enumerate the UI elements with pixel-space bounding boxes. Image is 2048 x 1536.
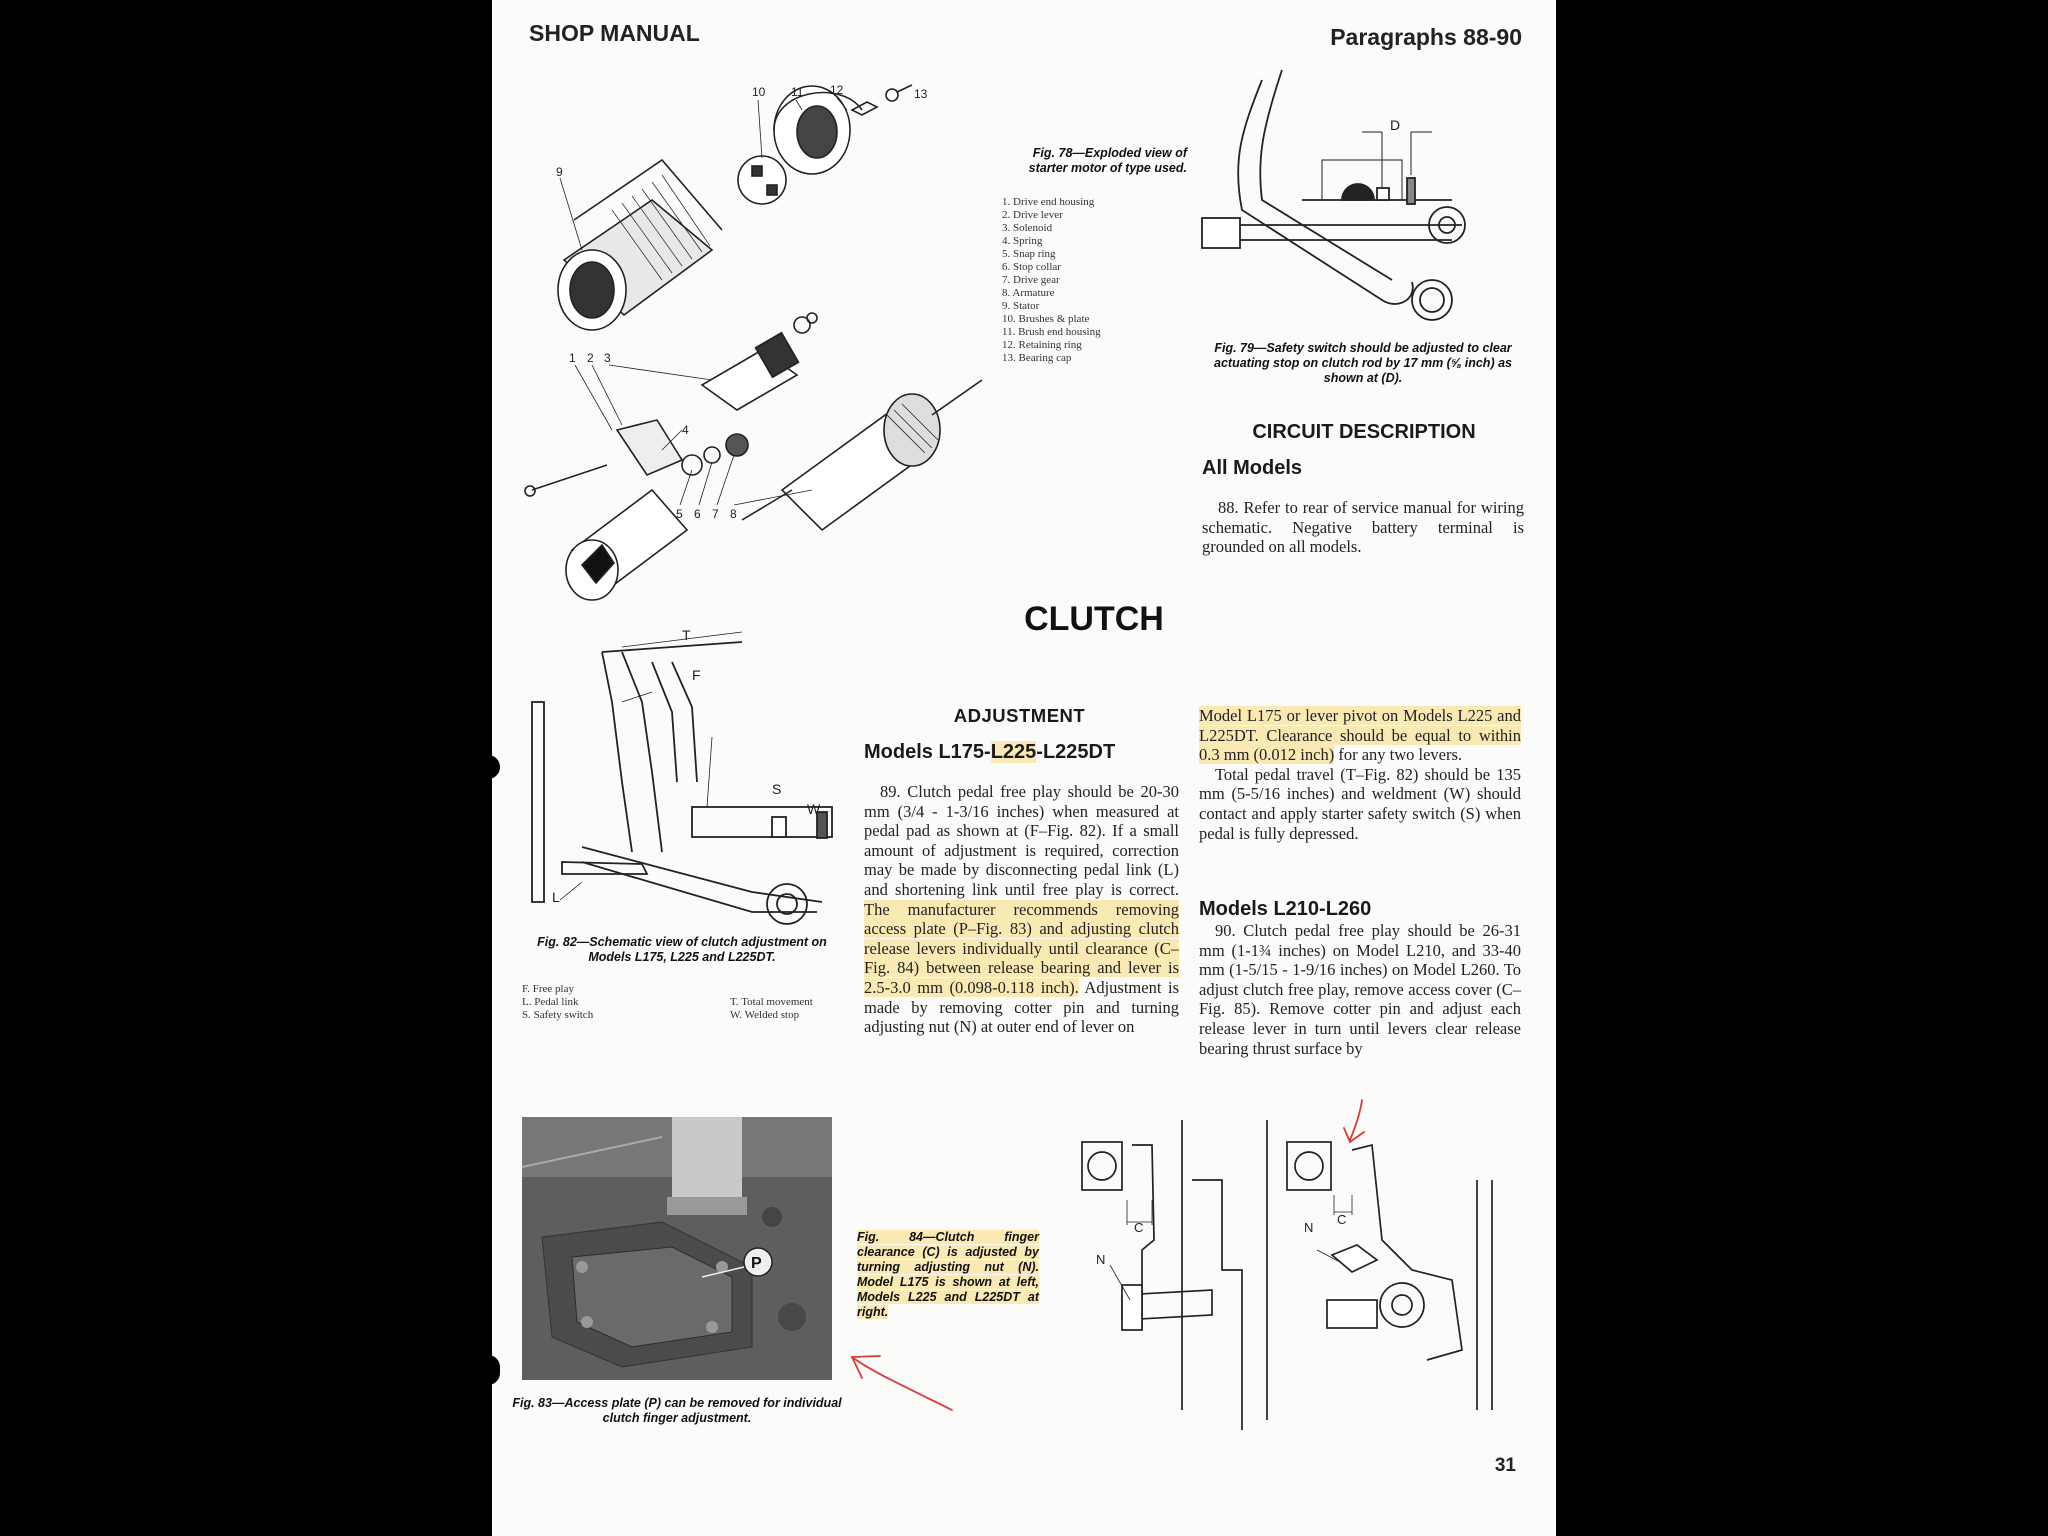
fig84-label-c-right: C [1337,1212,1347,1227]
legend-item: T. Total movement [730,996,813,1008]
legend-item: 2. Drive lever [1002,209,1063,221]
fig82-label-w: W [807,801,821,817]
clutch-title: CLUTCH [1024,600,1164,638]
callout-3: 3 [604,351,611,365]
legend-item: F. Free play [522,983,574,995]
para-89-highlight: The manufacturer recommends removing access plate (P–Fig. 83) and adjusting clutch release levers individually until clearance (C–Fig. 84) between release bearing and lever is 2.5-3.0 mm (0.098-0.118 inch). [864,899,1179,997]
handwritten-annotations [492,0,1556,1536]
manual-page [492,0,1556,1536]
legend-item: 3. Solenoid [1002,222,1053,234]
callout-1: 1 [569,351,576,365]
legend-item: 7. Drive gear [1002,274,1060,286]
legend-item: 1. Drive end housing [1002,196,1095,208]
callout-4: 4 [682,423,689,437]
legend-item: 4. Spring [1002,235,1043,247]
callout-2: 2 [587,351,594,365]
callout-11: 11 [791,85,804,99]
fig82-label-t: T [682,627,691,643]
callout-7: 7 [712,507,719,521]
fig79-caption: Fig. 79—Safety switch should be adjusted to clear actuating stop on clutch rod by 17 mm (⅝ inch) as shown at (D). [1214,341,1512,385]
models-heading-2: Models L210-L260 [1199,898,1372,920]
callout-9: 9 [556,165,563,179]
legend-item: L. Pedal link [522,996,579,1008]
fig82-label-s: S [772,781,782,797]
circuit-title: CIRCUIT DESCRIPTION [1252,421,1476,443]
fig84-caption-text: Fig. 84—Clutch finger clearance (C) is adjusted by turning adjusting nut (N). Model L175 is shown at left, Models L225 and L225DT at right. [857,1230,1039,1319]
para-88: 88. Refer to rear of service manual for wiring schematic. Negative battery terminal is grounded on all models. [1202,498,1524,557]
legend-item: 13. Bearing cap [1002,352,1072,364]
fig84-label-n-left: N [1096,1252,1106,1267]
fig82-label-f: F [692,667,701,683]
callout-13: 13 [914,87,928,101]
legend-item: 6. Stop collar [1002,261,1061,273]
fig83-label-p: P [751,1255,762,1272]
callout-5: 5 [676,507,683,521]
legend-item: 10. Brushes & plate [1002,313,1090,325]
col2-tail: for any two levers. [1338,745,1463,765]
adjustment-title: ADJUSTMENT [953,705,1086,726]
col2-highlight: Model L175 or lever pivot on Models L225 and L225DT. Clearance should be equal to within 0.3 mm (0.012 inch) [1199,706,1521,765]
fig84-label-c-left: C [1134,1220,1144,1235]
legend-item: W. Welded stop [730,1009,800,1021]
legend-item: 5. Snap ring [1002,248,1056,260]
para-89-text: 89. Clutch pedal free play should be 20-30 mm (3/4 - 1-3/16 inches) when measured at pedal pad as shown at (F–Fig. 82). If a small amount of adjustment is required, correction may be made by disconnecting pedal link (L) and shortening link until free play is correct. [864,782,1179,899]
para-90-text: 90. Clutch pedal free play should be 26-31 mm (1-1¾ inches) on Model L210, and 33-40 mm (1-5/15 - 1-9/16 inches) on Model L260. To adjust clutch free play, remove access cover (C–Fig. 85). Remove cotter pin and adjust each release lever in turn until levers clear release bearing thrust surface by [1199,921,1521,1058]
callout-12: 12 [830,83,844,97]
para-89-tail: Adjustment is made by removing cotter pin and turning adjusting nut (N) at outer end of lever on [864,977,1179,1037]
col2-para-2: Total pedal travel (T–Fig. 82) should be 135 mm (5-5/16 inches) and weldment (W) should contact and apply starter safety switch (S) when pedal is fully depressed. [1199,764,1521,843]
fig79-label-d: D [1390,117,1401,133]
models-part-highlighted: L225 [990,741,1037,763]
legend-item: 12. Retaining ring [1002,339,1082,351]
legend-item: 11. Brush end housing [1002,326,1101,338]
callout-8: 8 [730,507,737,521]
header-left: SHOP MANUAL [529,20,700,46]
fig78-caption: Fig. 78—Exploded view of starter motor of type used. [1028,146,1187,175]
fig82-label-l: L [552,889,560,905]
circuit-subtitle: All Models [1202,457,1303,479]
models-part: Models L175- [864,741,991,763]
fig83-caption: Fig. 83—Access plate (P) can be removed for individual clutch finger adjustment. [512,1396,842,1425]
models-part: -L225DT [1036,741,1116,763]
fig82-caption: Fig. 82—Schematic view of clutch adjustment on Models L175, L225 and L225DT. [537,935,827,964]
red-arrow-line [852,1357,952,1410]
callout-10: 10 [752,85,766,99]
callout-6: 6 [694,507,701,521]
fig84-label-n-right: N [1304,1220,1314,1235]
legend-item: 8. Armature [1002,287,1055,299]
legend-item: S. Safety switch [522,1009,594,1021]
header-right: Paragraphs 88-90 [1330,24,1522,50]
page-number: 31 [1494,1455,1516,1476]
legend-item: 9. Stator [1002,300,1040,312]
